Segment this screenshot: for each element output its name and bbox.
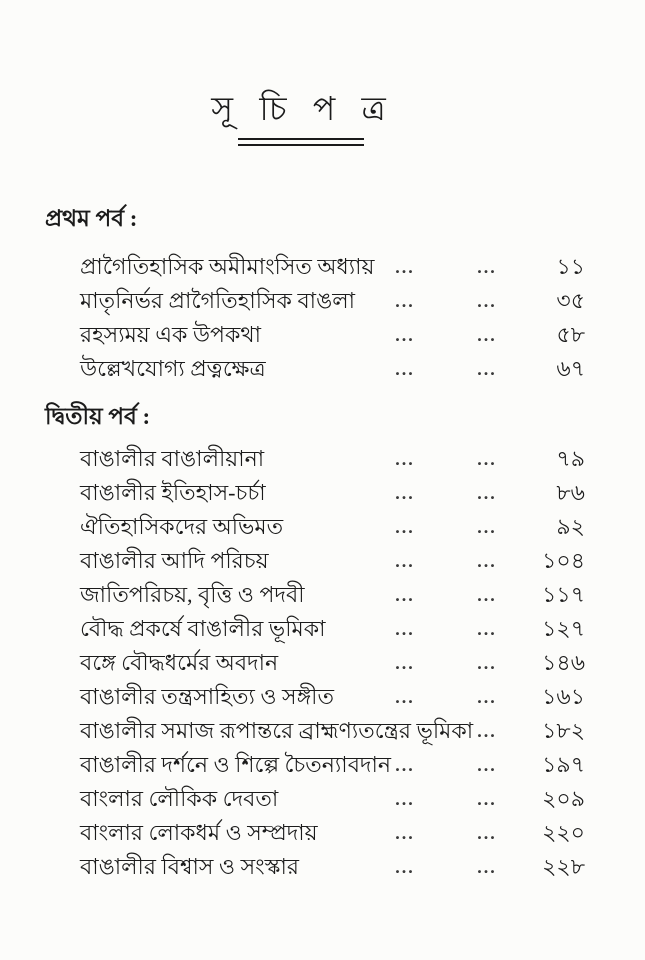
dot-leader-2: ... bbox=[477, 823, 497, 843]
dot-leader-2: ... bbox=[477, 619, 497, 639]
dot-leader-2: ... bbox=[477, 483, 497, 503]
entry-page-number: ৭৯ bbox=[556, 446, 585, 471]
dot-leader-1: ... bbox=[395, 517, 415, 537]
title-double-rule bbox=[238, 138, 364, 146]
page-title: সূ চি প ত্র bbox=[211, 92, 390, 128]
entry-page-number: ১১৭ bbox=[542, 582, 585, 607]
toc-entry-row bbox=[80, 748, 585, 782]
dot-leader-1: ... bbox=[395, 823, 415, 843]
dot-leader-2: ... bbox=[477, 517, 497, 537]
entry-title: বাঙালীর সমাজ রূপান্তরে ব্রাহ্মণ্যতন্ত্রের ভূমিকা bbox=[80, 718, 474, 743]
toc-entry-row bbox=[80, 646, 585, 680]
toc-entry-row bbox=[80, 510, 585, 544]
entry-page-number: ১৪৬ bbox=[542, 650, 585, 675]
toc-entry-row bbox=[80, 284, 585, 318]
dot-leader-2: ... bbox=[477, 359, 497, 379]
entry-title: বাংলার লোকধর্ম ও সম্প্রদায় bbox=[80, 820, 318, 845]
section-heading: দ্বিতীয় পর্ব : bbox=[45, 404, 151, 429]
dot-leader-1: ... bbox=[395, 789, 415, 809]
dot-leader-1: ... bbox=[395, 449, 415, 469]
dot-leader-2: ... bbox=[477, 325, 497, 345]
dot-leader-2: ... bbox=[477, 857, 497, 877]
toc-entry-row bbox=[80, 850, 585, 884]
entry-page-number: ৬৭ bbox=[556, 356, 585, 381]
entry-page-number: ২২৮ bbox=[542, 854, 585, 879]
dot-leader-2: ... bbox=[477, 789, 497, 809]
toc-entry-row bbox=[80, 544, 585, 578]
entry-title: বাঙালীর বাঙালীয়ানা bbox=[80, 446, 265, 471]
entry-title: বাঙালীর আদি পরিচয় bbox=[80, 548, 269, 573]
entry-page-number: ২২০ bbox=[542, 820, 585, 845]
entry-page-number: ৩৫ bbox=[556, 288, 585, 313]
toc-entry-row bbox=[80, 352, 585, 386]
toc-entry-row bbox=[80, 680, 585, 714]
entry-page-number: ১৯৭ bbox=[542, 752, 585, 777]
entry-title: বাঙালীর দর্শনে ও শিল্পে চৈতন্যাবদান bbox=[80, 752, 392, 777]
toc-entry-row bbox=[80, 816, 585, 850]
dot-leader-2: ... bbox=[477, 721, 497, 741]
dot-leader-2: ... bbox=[477, 449, 497, 469]
entry-title: প্রাগৈতিহাসিক অমীমাংসিত অধ্যায় bbox=[80, 254, 375, 279]
dot-leader-1: ... bbox=[395, 585, 415, 605]
toc-title-block bbox=[0, 84, 601, 146]
toc-entry-row bbox=[80, 476, 585, 510]
entry-page-number: ১০৪ bbox=[542, 548, 585, 573]
dot-leader-2: ... bbox=[477, 653, 497, 673]
toc-entry-row bbox=[80, 714, 585, 748]
entry-title: বাঙালীর ইতিহাস-চর্চা bbox=[80, 480, 266, 505]
dot-leader-1: ... bbox=[395, 653, 415, 673]
dot-leader-2: ... bbox=[477, 291, 497, 311]
entry-title: রহস্যময় এক উপকথা bbox=[80, 322, 261, 347]
toc-entry-row bbox=[80, 250, 585, 284]
dot-leader-1: ... bbox=[395, 325, 415, 345]
toc-section bbox=[45, 400, 585, 884]
toc-entry-row bbox=[80, 578, 585, 612]
dot-leader-1: ... bbox=[395, 291, 415, 311]
entry-title: ঐতিহাসিকদের অভিমত bbox=[80, 514, 284, 539]
dot-leader-2: ... bbox=[477, 551, 497, 571]
entry-page-number: ৯২ bbox=[556, 514, 585, 539]
entry-page-number: ২০৯ bbox=[542, 786, 585, 811]
entry-page-number: ৮৬ bbox=[556, 480, 585, 505]
entry-title: উল্লেখযোগ্য প্রত্নক্ষেত্র bbox=[80, 356, 266, 381]
dot-leader-1: ... bbox=[395, 257, 415, 277]
entry-title: বাংলার লৌকিক দেবতা bbox=[80, 786, 279, 811]
dot-leader-1: ... bbox=[395, 687, 415, 707]
section-entries bbox=[80, 250, 585, 386]
dot-leader-2: ... bbox=[477, 687, 497, 707]
dot-leader-1: ... bbox=[395, 755, 415, 775]
dot-leader-1: ... bbox=[395, 857, 415, 877]
entry-title: জাতিপরিচয়, বৃত্তি ও পদবী bbox=[80, 582, 305, 607]
dot-leader-1: ... bbox=[395, 551, 415, 571]
entry-page-number: ১৮২ bbox=[542, 718, 585, 743]
dot-leader-1: ... bbox=[395, 483, 415, 503]
entry-title: বাঙালীর বিশ্বাস ও সংস্কার bbox=[80, 854, 299, 879]
dot-leader-2: ... bbox=[477, 585, 497, 605]
toc-entry-row bbox=[80, 442, 585, 476]
entry-title: বঙ্গে বৌদ্ধধর্মের অবদান bbox=[80, 650, 279, 675]
dot-leader-1: ... bbox=[395, 359, 415, 379]
toc-entry-row bbox=[80, 612, 585, 646]
entry-title: বৌদ্ধ প্রকর্ষে বাঙালীর ভূমিকা bbox=[80, 616, 326, 641]
section-heading: প্রথম পর্ব : bbox=[45, 206, 138, 231]
entry-page-number: ৫৮ bbox=[556, 322, 585, 347]
toc-section bbox=[45, 202, 585, 386]
dot-leader-2: ... bbox=[477, 257, 497, 277]
toc-entry-row bbox=[80, 318, 585, 352]
entry-title: বাঙালীর তন্ত্রসাহিত্য ও সঙ্গীত bbox=[80, 684, 334, 709]
toc-sections bbox=[45, 202, 585, 884]
entry-title: মাতৃনির্ভর প্রাগৈতিহাসিক বাঙলা bbox=[80, 288, 355, 313]
section-entries bbox=[80, 442, 585, 884]
entry-page-number: ১১ bbox=[556, 254, 585, 279]
dot-leader-2: ... bbox=[477, 755, 497, 775]
dot-leader-1: ... bbox=[395, 619, 415, 639]
toc-entry-row bbox=[80, 782, 585, 816]
entry-page-number: ১২৭ bbox=[542, 616, 585, 641]
entry-page-number: ১৬১ bbox=[542, 684, 585, 709]
